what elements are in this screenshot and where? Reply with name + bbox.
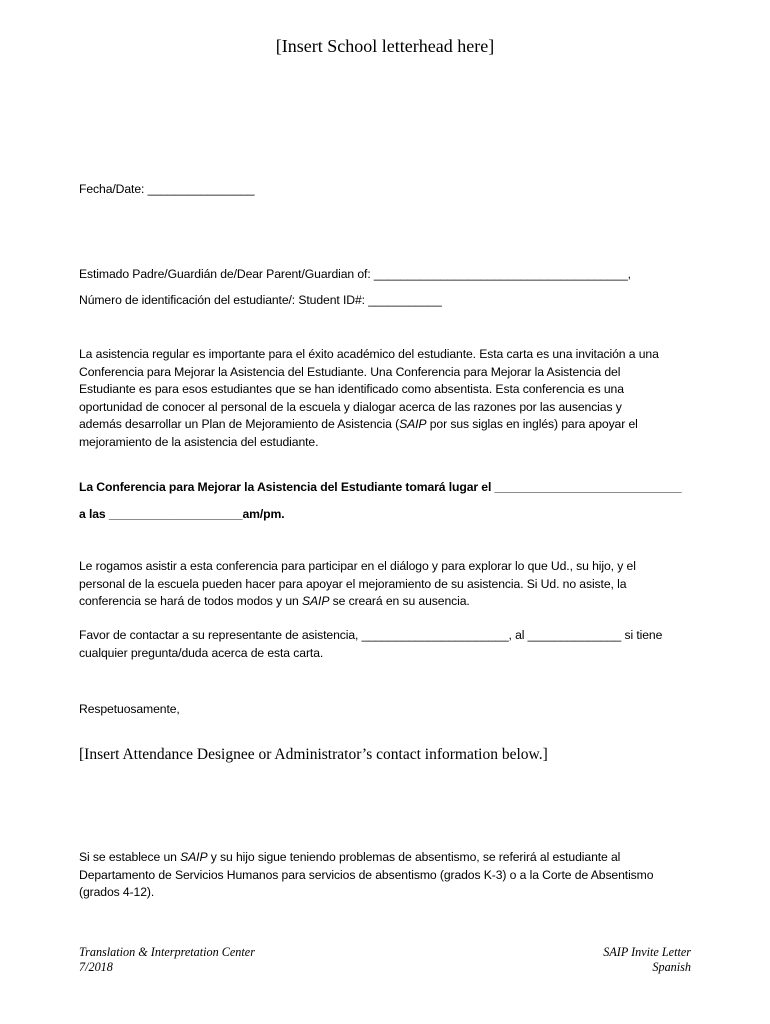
- intro-line: [79, 416, 691, 434]
- intro-line-text: por sus siglas en inglés) para apoyar el: [426, 417, 638, 431]
- request-line: Le rogamos asistir a esta conferencia para participar en el diálogo y para explorar lo que Ud., su hijo, y el: [79, 559, 636, 573]
- request-line: personal de la escuela pueden hacer para apoyar el mejoramiento de su asistencia. Si Ud. no asiste, la: [79, 576, 627, 591]
- intro-line-text: además desarrollar un Plan de Mejoramiento de Asistencia (: [79, 417, 400, 431]
- request-line: [79, 593, 691, 611]
- footer-doc-title: SAIP Invite Letter: [603, 945, 691, 959]
- request-paragraph: [79, 558, 691, 611]
- parent-guardian-line: Estimado Padre/Guardián de/Dear Parent/Guardian of: ______________________________________,: [79, 267, 631, 281]
- saip-italic: SAIP: [180, 850, 208, 864]
- date-line: Fecha/Date: ________________: [79, 182, 255, 196]
- request-line-text: conferencia se hará de todos modos y un: [79, 594, 302, 608]
- referral-paragraph: [79, 849, 691, 902]
- referral-line: Departamento de Servicios Humanos para servicios de absentismo (grados K-3) o a la Corte de Absentismo: [79, 867, 654, 882]
- footer-right: [603, 945, 691, 975]
- footer-left: [79, 945, 255, 975]
- referral-line-text: y su hijo sigue teniendo problemas de absentismo, se referirá al estudiante al: [207, 850, 621, 864]
- intro-line: La asistencia regular es importante para el éxito académico del estudiante. Esta carta es una invitación a una: [79, 347, 659, 361]
- footer-org: Translation & Interpretation Center: [79, 945, 255, 959]
- conference-time-line: a las ____________________am/pm.: [79, 507, 285, 521]
- intro-line: Conferencia para Mejorar la Asistencia del Estudiante. Una Conferencia para Mejorar la Asistencia del: [79, 364, 621, 379]
- intro-line: Estudiante es para esos estudiantes que se han identificado como absentista. Esta conferencia es una: [79, 382, 624, 396]
- referral-line: [79, 849, 691, 867]
- footer-date: 7/2018: [79, 960, 113, 974]
- intro-paragraph: [79, 346, 691, 451]
- contact-line: cualquier pregunta/duda acerca de esta carta.: [79, 645, 324, 660]
- referral-line: (grados 4-12).: [79, 885, 155, 899]
- letterhead-placeholder: [Insert School letterhead here]: [275, 36, 495, 56]
- footer-language: Spanish: [652, 960, 691, 974]
- student-id-line: Número de identificación del estudiante/: Student ID#: ___________: [79, 293, 442, 307]
- designee-placeholder: [Insert Attendance Designee or Administrator’s contact information below.]: [79, 746, 548, 763]
- saip-italic: SAIP: [301, 594, 330, 608]
- closing: Respetuosamente,: [79, 702, 180, 716]
- saip-italic: SAIP: [399, 417, 427, 431]
- intro-line: oportunidad de conocer al personal de la escuela y dialogar acerca de las razones por las ausencias y: [79, 399, 622, 414]
- conference-date-line: La Conferencia para Mejorar la Asistencia del Estudiante tomará lugar el ____________________________: [79, 480, 682, 494]
- contact-paragraph: [79, 627, 691, 662]
- request-line-text: se creará en su ausencia.: [329, 594, 470, 608]
- intro-line: mejoramiento de la asistencia del estudiante.: [79, 434, 319, 449]
- contact-line: Favor de contactar a su representante de asistencia, ______________________, al ______________ si tiene: [79, 628, 663, 642]
- referral-line-text: Si se establece un: [79, 850, 181, 864]
